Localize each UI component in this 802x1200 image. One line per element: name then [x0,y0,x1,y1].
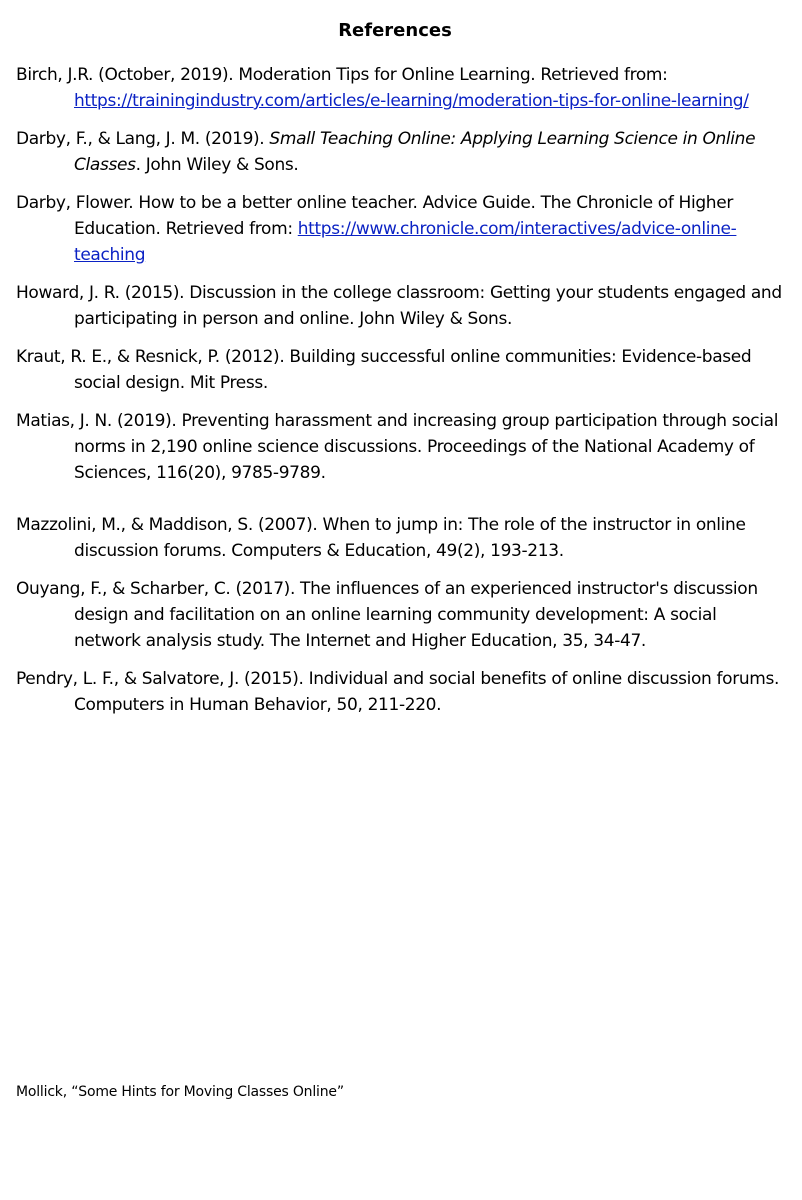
reference-link-trainingindustry[interactable]: https://trainingindustry.com/articles/e-learning/moderation-tips-for-online-learning/ [74,91,749,111]
reference-kraut-resnick [16,344,782,396]
reference-text: Mazzolini, M., & Maddison, S. (2007). When to jump in: The role of the instructor in online discussion forums. Computers & Education, 49(2), 193-213. [16,515,746,561]
reference-text: Darby, F., & Lang, J. M. (2019). [16,129,270,149]
reference-matias [16,408,782,486]
reference-publisher: . John Wiley & Sons. [135,155,299,175]
reference-howard [16,280,782,332]
reference-text: Birch, J.R. (October, 2019). Moderation Tips for Online Learning. Retrieved from: [16,65,668,85]
reference-text: Ouyang, F., & Scharber, C. (2017). The influences of an experienced instructor's discussion design and facilitation on an online learning community development: A social network analysis study. The Internet and Higher Education, 35, 34-47. [16,579,758,651]
reference-text: Darby, Flower. How to be a better online teacher. Advice Guide. The Chronicle of Higher Education. Retrieved from: [16,193,733,239]
reference-ouyang-scharber [16,576,782,654]
reference-link-chronicle[interactable]: https://www.chronicle.com/interactives/advice-online-teaching [74,219,737,265]
reference-text: Pendry, L. F., & Salvatore, J. (2015). Individual and social benefits of online discussion forums. Computers in Human Behavior, 50, 211-220. [16,669,780,715]
reference-darby-lang [16,126,782,178]
footer-attribution: Mollick, “Some Hints for Moving Classes Online” [16,1084,344,1100]
references-heading: References [338,20,452,41]
reference-darby-flower [16,190,782,268]
references-list [16,62,782,730]
reference-book-title: Small Teaching Online: Applying Learning Science in Online Classes [74,129,756,175]
reference-pendry-salvatore [16,666,782,718]
reference-text: Matias, J. N. (2019). Preventing harassment and increasing group participation through social norms in 2,190 online science discussions. Proceedings of the National Academy of Sciences, 116(20), 9785-9789. [16,411,779,483]
reference-text: Kraut, R. E., & Resnick, P. (2012). Building successful online communities: Evidence-based social design. Mit Press. [16,347,752,393]
reference-mazzolini-maddison [16,512,782,564]
reference-birch [16,62,782,114]
reference-text: Howard, J. R. (2015). Discussion in the college classroom: Getting your students engaged and participating in person and online. John Wiley & Sons. [16,283,782,329]
